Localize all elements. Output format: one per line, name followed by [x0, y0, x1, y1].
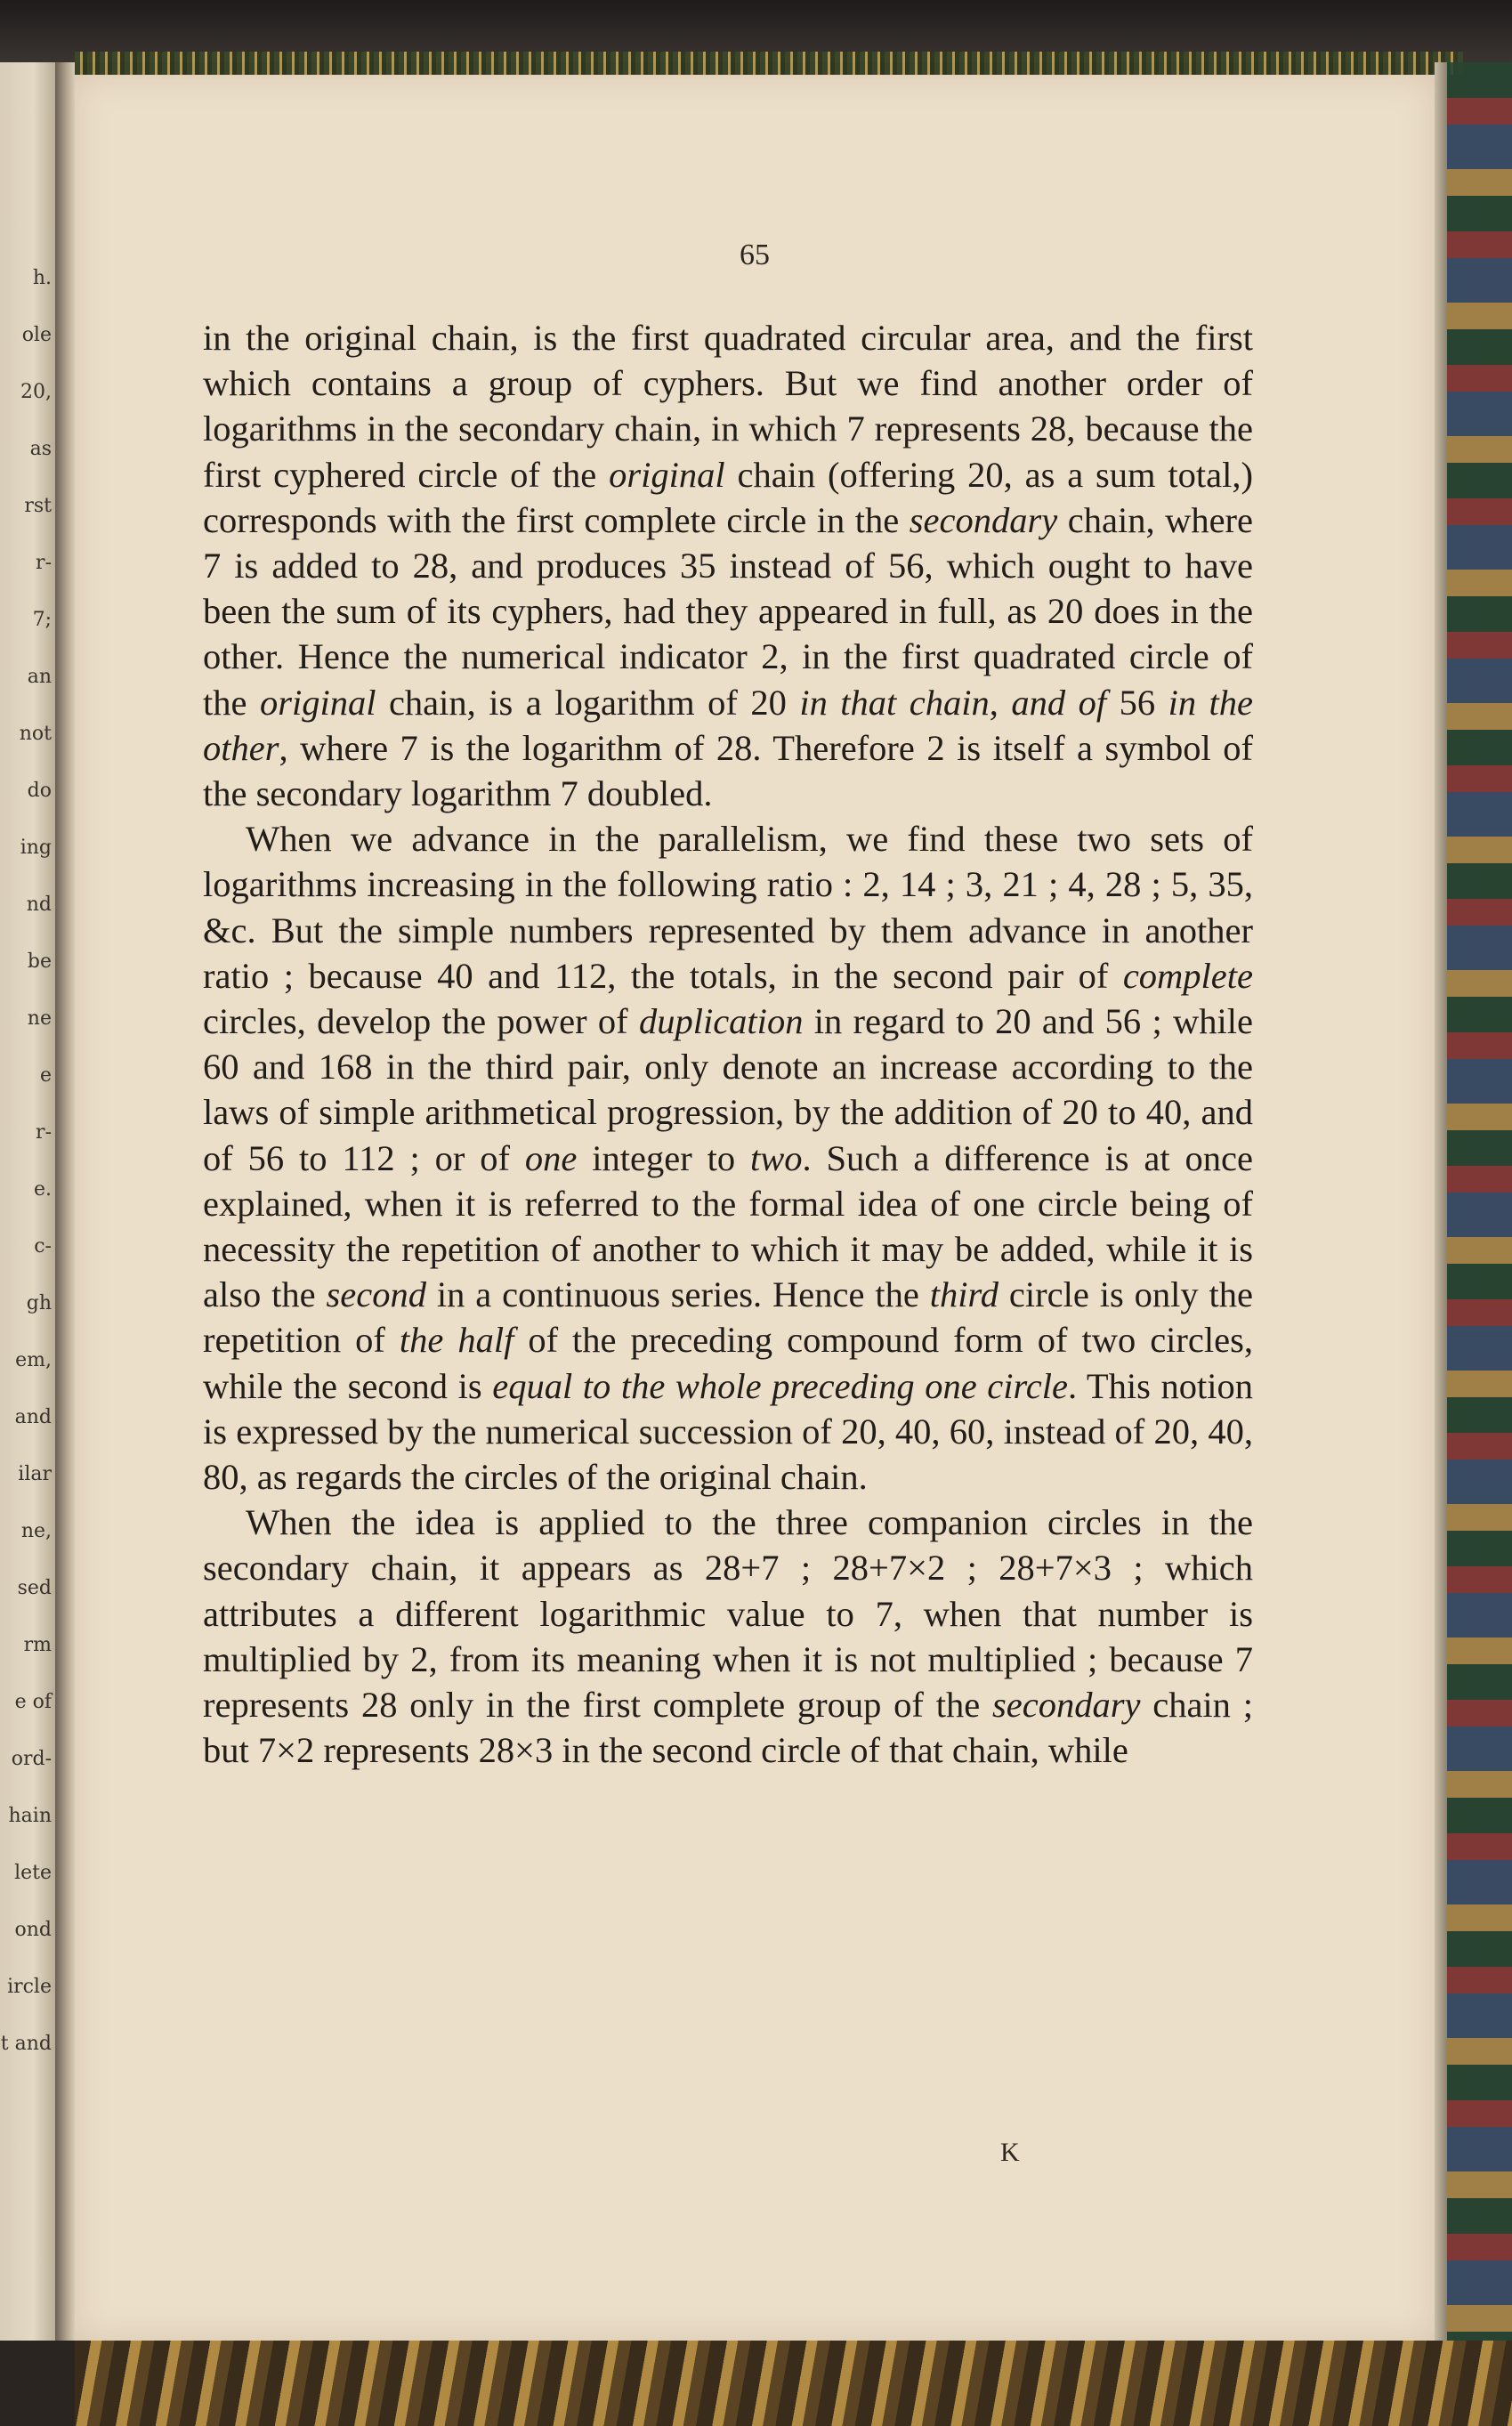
page-body-text [203, 315, 1253, 1774]
facing-page-fragment: do [27, 780, 52, 802]
facing-page-fragment: hain [8, 1805, 52, 1827]
facing-page-fragment: ole [21, 324, 52, 346]
facing-page-fragment: sed [17, 1577, 52, 1599]
facing-page-fragment: e. [33, 1178, 52, 1201]
facing-page-fragment: ord- [11, 1748, 52, 1770]
italic-text: in that chain [799, 682, 990, 723]
facing-page-fragment: em, [15, 1349, 52, 1371]
binding-bottom-corner [0, 2341, 75, 2426]
facing-page-fragment: ilar [18, 1463, 52, 1485]
text-run: chain, where 7 is added to 28, and produces 35 instead of 56, which ought to have been the sum of its cyphers, had they appeared in full, as 20 does in the other. Hence the numerical indicator 2, in the first quadrated circle of the [203, 499, 1254, 723]
facing-page-fragment: ne [27, 1007, 52, 1030]
text-run: . This notion is expressed by the numerical succession of 20, 40, 60, instead of 20, 40, 80, as regards the circles of the original chain. [203, 1365, 1253, 1498]
facing-page-fragment: r- [36, 1121, 52, 1144]
text-run: When we advance in the parallelism, we find these two sets of logarithms increasing in the following ratio : 2, 14 ; 3, 21 ; 4, 28 ; 5, 35, &c. But the simple numbers represented by them advance in another ratio ; because 40 and 112, the totals, in the second pair of [203, 819, 1253, 996]
facing-page-fragment: gh [26, 1292, 52, 1314]
text-run: integer to [577, 1137, 750, 1178]
italic-text: duplication [638, 1001, 804, 1042]
facing-page-fragment: 20, [20, 381, 52, 403]
paragraph-1 [203, 315, 1253, 816]
text-run: of the preceding compound form of two circles, while the second is [203, 1320, 1254, 1406]
italic-text: the half [399, 1320, 514, 1361]
facing-page-fragment: rst [24, 495, 52, 517]
facing-page-fragment: ond [14, 1919, 52, 1941]
italic-text: original [259, 682, 376, 723]
facing-page-fragment: an [27, 666, 52, 688]
text-run: chain ; but 7×2 represents 28×3 in the second circle of that chain, while [203, 1685, 1253, 1771]
binding-top-edge [75, 52, 1463, 75]
text-run: circles, develop the power of [203, 1001, 639, 1042]
text-run: chain (offering 20, as a sum total,) corresponds with the first complete circle in the [203, 454, 1253, 540]
book-gutter [55, 62, 75, 2341]
text-run: in regard to 20 and 56 ; while 60 and 168 in the third pair, only denote an increase according to the laws of simple arithmetical progression, by the addition of 20 to 40, and of 56 to 112 ; or of [203, 1001, 1254, 1178]
italic-text: original [609, 454, 725, 495]
binding-bottom-edge [75, 2341, 1512, 2426]
facing-page-fragment: ircle [7, 1976, 52, 1998]
text-run: in a continuous series. Hence the [425, 1274, 930, 1315]
text-run: 56 [1106, 682, 1168, 723]
text-run: circle is only the repetition of [203, 1274, 1253, 1361]
page-number: 65 [740, 239, 770, 271]
facing-page-fragment: ne, [20, 1520, 52, 1542]
italic-text: in the other [203, 682, 1254, 768]
italic-text: third [929, 1274, 999, 1315]
facing-page-fragment: as [29, 438, 52, 460]
facing-page-fragment: c- [34, 1235, 52, 1257]
facing-page-fragment: h. [32, 267, 52, 289]
italic-text: two [750, 1137, 803, 1178]
facing-page-fragment: ing [20, 837, 52, 859]
facing-page-fragment: e of [14, 1691, 52, 1713]
facing-page-fragment: be [27, 950, 52, 973]
text-run: , where 7 is the logarithm of 28. Therefore 2 is itself a symbol of the secondary logarithm 7 doubled. [203, 727, 1253, 814]
facing-page-fragment: and [14, 1406, 52, 1428]
italic-text: secondary [991, 1685, 1141, 1726]
italic-text: one [524, 1137, 578, 1178]
facing-page-fragment: not [19, 723, 52, 745]
book-page [75, 75, 1435, 2341]
facing-page-fragment: t and [0, 2033, 52, 2055]
facing-page-fragment: 7; [32, 609, 52, 631]
paragraph-2 [203, 816, 1253, 1500]
facing-page-fragment: e [39, 1064, 52, 1087]
italic-text: second [326, 1274, 426, 1315]
italic-text: complete [1122, 955, 1253, 996]
facing-page-edge [0, 62, 55, 2341]
page-stack-edge [1435, 62, 1447, 2341]
italic-text: secondary [909, 499, 1058, 540]
paragraph-3 [203, 1500, 1253, 1773]
italic-text: and of [1011, 682, 1107, 723]
signature-mark: K [1000, 2138, 1020, 2167]
text-run: . Such a difference is at once explained, when it is referred to the formal idea of one circle being of necessity the repetition of another to which it may be added, while it is also the [203, 1137, 1253, 1315]
facing-page-fragment: r- [36, 552, 52, 574]
text-run: , [989, 682, 1012, 723]
facing-page-fragment: lete [14, 1862, 52, 1884]
facing-page-fragment: rm [23, 1634, 52, 1656]
text-run: When the idea is applied to the three companion circles in the secondary chain, it appears as 28+7 ; 28+7×2 ; 28+7×3 ; which attributes a different logarithmic value to 7, when that number is multiplied by 2, from its meaning when it is not multiplied ; because 7 represents 28 only in the first complete group of the [203, 1502, 1253, 1726]
text-run: in the original chain, is the first quadrated circular area, and the first which contains a group of cyphers. But we find another order of logarithms in the secondary chain, in which 7 represents 28, because the first cyphered circle of the [203, 318, 1253, 495]
facing-page-fragment: nd [26, 894, 52, 916]
text-run: chain, is a logarithm of 20 [376, 682, 800, 723]
italic-text: equal to the whole preceding one circle [492, 1365, 1068, 1406]
